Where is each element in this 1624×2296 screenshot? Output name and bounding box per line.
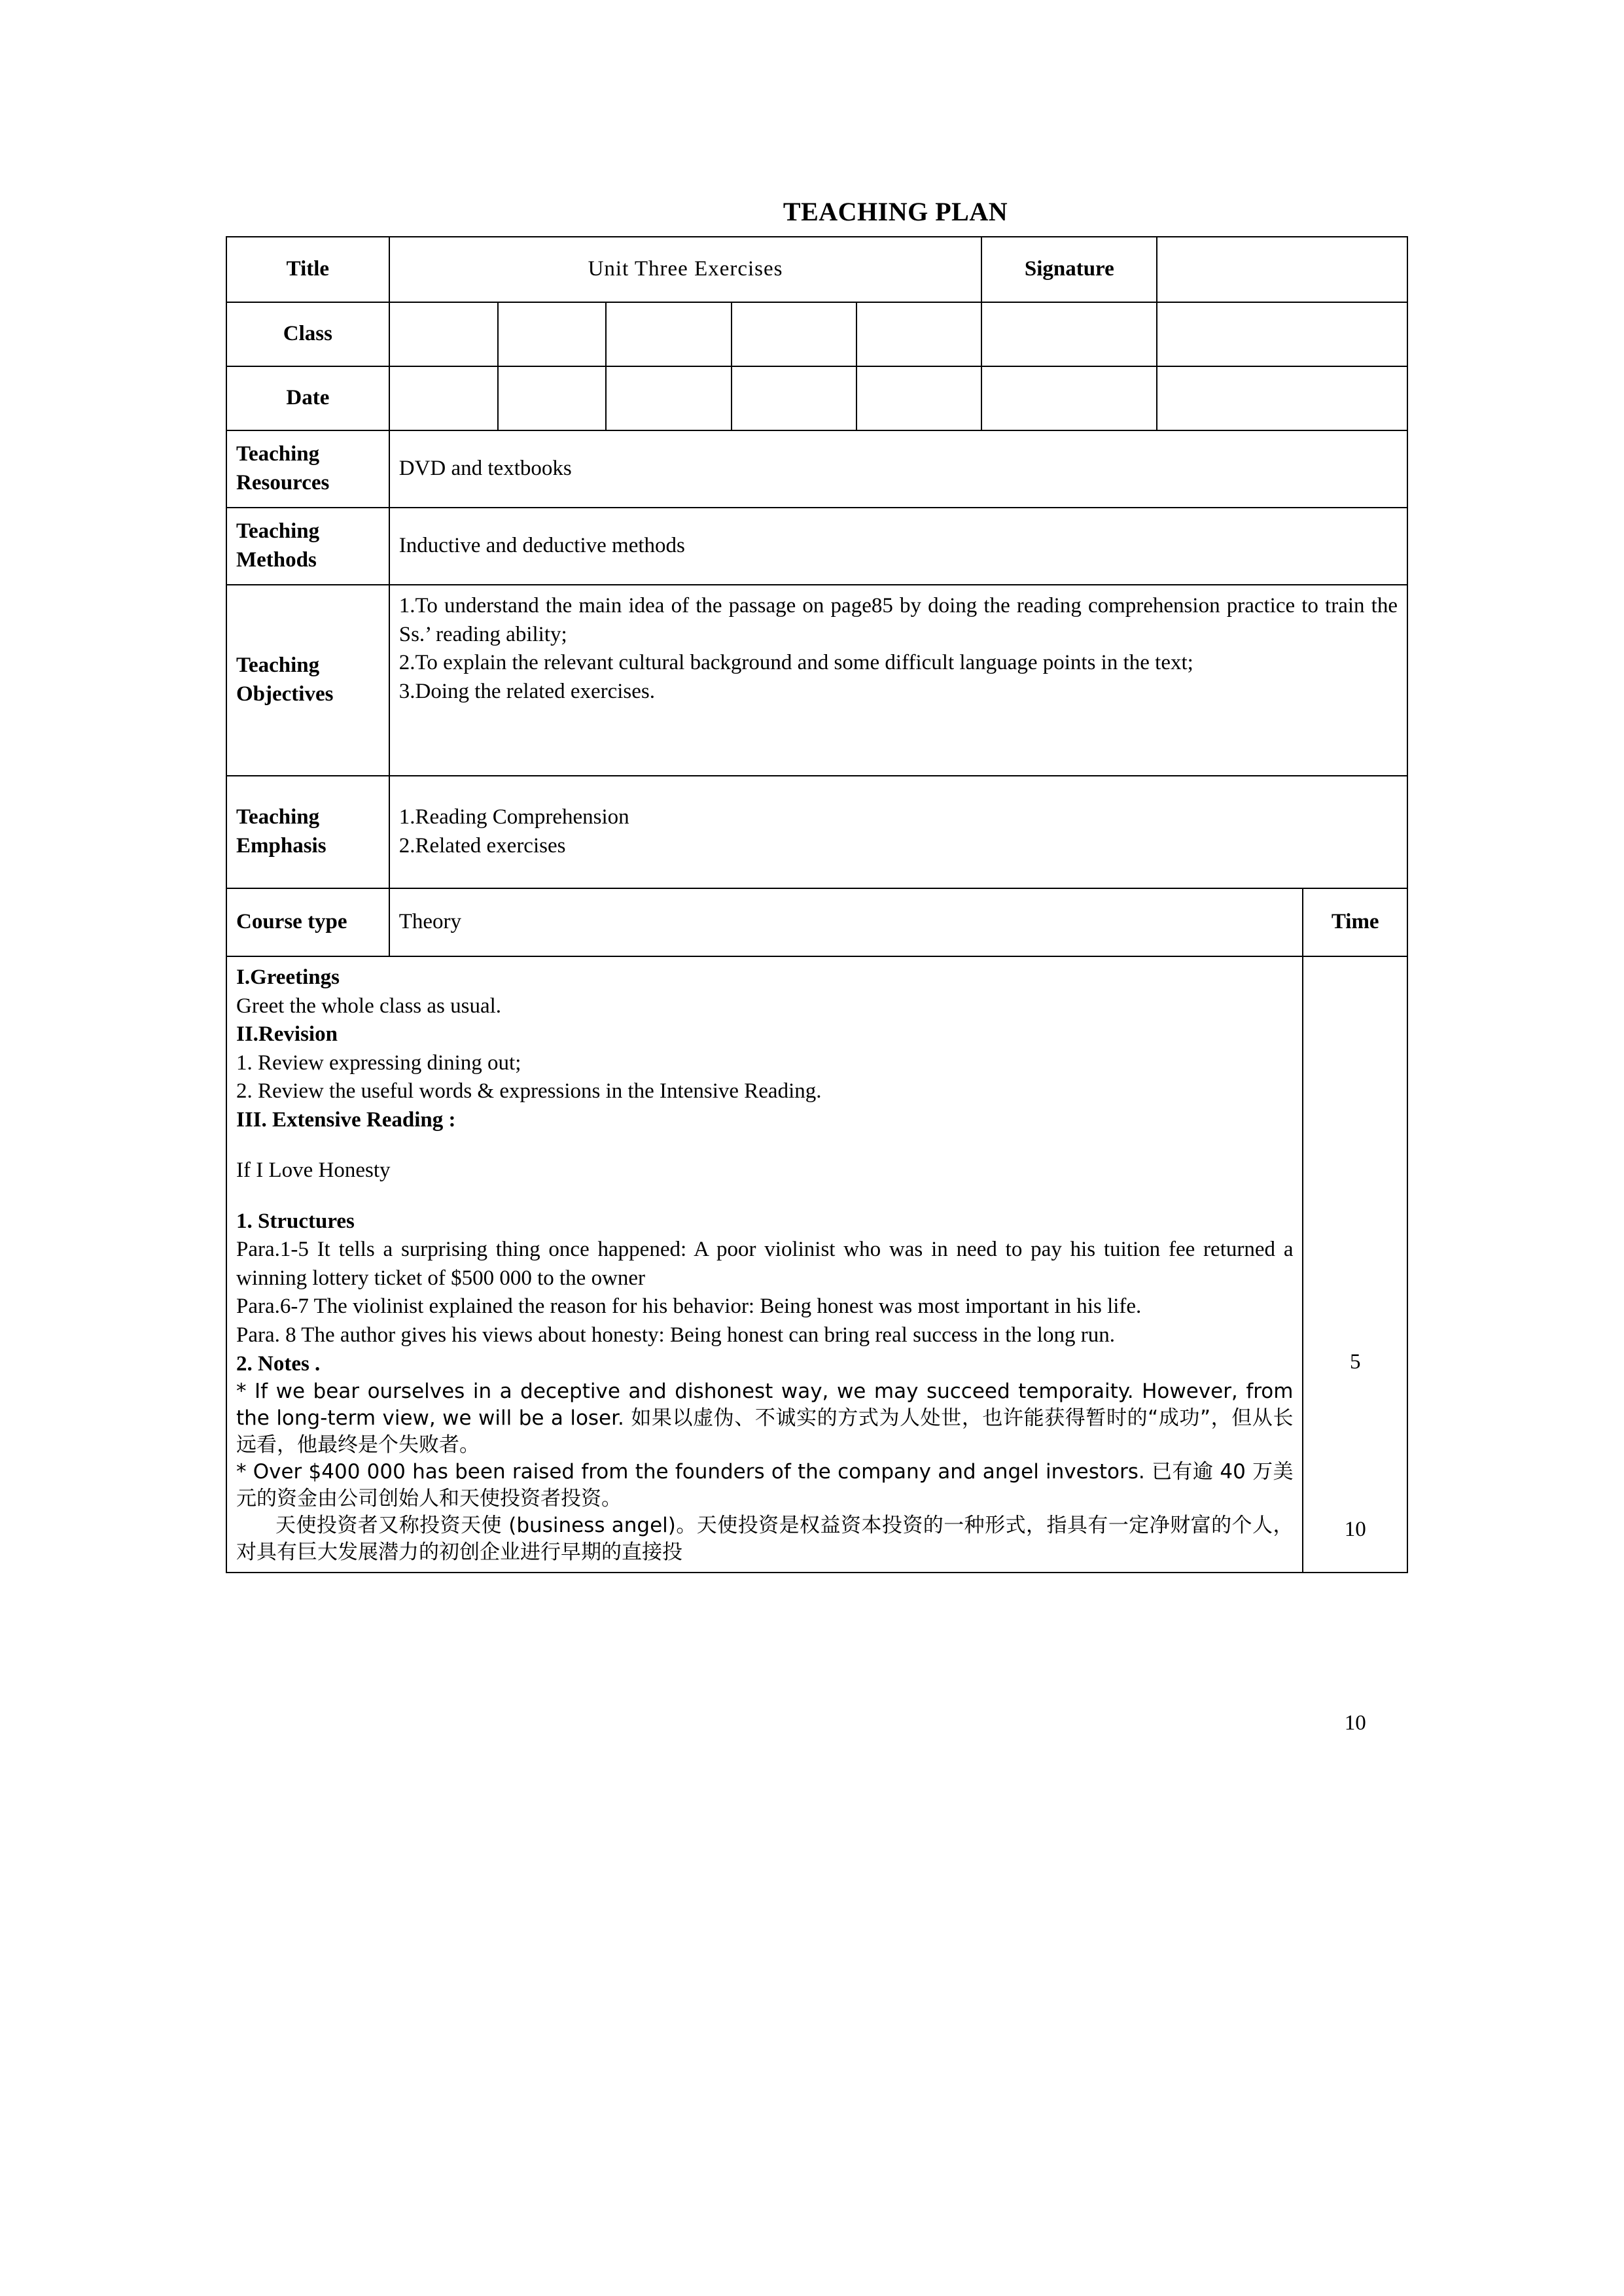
date-cell-1	[389, 366, 498, 430]
date-cell-5	[856, 366, 981, 430]
revision-item: 2. Review the useful words & expressions in the Intensive Reading.	[236, 1079, 822, 1104]
notes-item: * Over $400 000 has been raised from the founders of the company and angel investors. 已有逾 40 万美元的资金由公司创始人和天使投资者投资。	[236, 1459, 1294, 1510]
signature-label: Signature	[981, 237, 1157, 302]
date-cell-3	[606, 366, 731, 430]
date-cell-2	[498, 366, 607, 430]
notes-heading: 2. Notes .	[236, 1351, 321, 1376]
objective-item: 1.To understand the main idea of the passage on page85 by doing the reading comprehension practice to train the Ss.’ reading ability;	[398, 594, 1398, 646]
objective-item: 3.Doing the related exercises.	[398, 679, 655, 703]
table-row-date	[226, 366, 1407, 430]
teaching-methods-value: Inductive and deductive methods	[389, 508, 1407, 585]
table-row-title	[226, 237, 1407, 302]
class-cell-5	[856, 302, 981, 366]
teaching-emphasis-label: Teaching Emphasis	[226, 776, 389, 888]
signature-value	[1157, 237, 1407, 302]
date-label: Date	[226, 366, 389, 430]
spacer	[236, 1134, 1293, 1157]
structures-item: Para. 8 The author gives his views about honesty: Being honest can bring real success in the long run.	[236, 1323, 1115, 1348]
structures-item: Para.6-7 The violinist explained the reason for his behavior: Being honest was most important in his life.	[236, 1295, 1142, 1319]
time-value: 5	[1349, 1350, 1361, 1374]
notes-item: * If we bear ourselves in a deceptive and dishonest way, we may succeed temporaity. However, from the long-term view, we will be a loser. 如果以虚伪、不诚实的方式为人处世，也许能获得暂时的“成功”，但从长远看，他最终是个失败者。	[236, 1380, 1294, 1457]
class-cell-4	[732, 302, 856, 366]
course-type-label: Course type	[226, 888, 389, 956]
class-cell-6	[981, 302, 1157, 366]
teaching-plan-table	[226, 236, 1408, 1735]
table-row-emphasis	[226, 776, 1407, 888]
teaching-objectives-value	[389, 585, 1407, 776]
time-label: Time	[1303, 888, 1407, 956]
table-row-methods	[226, 508, 1407, 585]
title-value: Unit Three Exercises	[389, 237, 982, 302]
course-type-value: Theory	[389, 888, 1303, 956]
time-value: 10	[1344, 1518, 1366, 1542]
class-label: Class	[226, 302, 389, 366]
teaching-resources-label: Teaching Resources	[226, 430, 389, 508]
objective-item: 2.To explain the relevant cultural background and some difficult language points in the text;	[398, 651, 1193, 675]
date-cell-6	[981, 366, 1157, 430]
class-cell-1	[389, 302, 498, 366]
teaching-methods-label: Teaching Methods	[226, 508, 389, 585]
structures-item: Para.1-5 It tells a surprising thing once happened: A poor violinist who was in need to pay his tuition fee returned a winning lottery ticket of $500 000 to the owner	[236, 1238, 1294, 1290]
notes-item: 天使投资者又称投资天使 (business angel)。天使投资是权益资本投资的一种形式，指具有一定净财富的个人，对具有巨大发展潜力的初创企业进行早期的直接投	[236, 1513, 1294, 1564]
date-cell-7	[1157, 366, 1407, 430]
date-cell-4	[732, 366, 856, 430]
spacer	[236, 1185, 1293, 1208]
table-row-lesson-body	[226, 956, 1407, 1573]
greetings-heading: I.Greetings	[236, 965, 340, 989]
emphasis-item: 1.Reading Comprehension	[398, 805, 629, 829]
lesson-body	[226, 956, 1303, 1573]
time-column	[1303, 956, 1407, 1735]
class-cell-2	[498, 302, 607, 366]
emphasis-item: 2.Related exercises	[398, 834, 566, 858]
class-cell-7	[1157, 302, 1407, 366]
teaching-objectives-label: Teaching Objectives	[226, 585, 389, 776]
reading-title: If I Love Honesty	[236, 1158, 391, 1183]
page-title: TEACHING PLAN	[783, 197, 1008, 226]
structures-heading: 1. Structures	[236, 1209, 355, 1233]
greetings-text: Greet the whole class as usual.	[236, 994, 502, 1018]
time-value: 10	[1344, 1711, 1366, 1735]
table-row-resources	[226, 430, 1407, 508]
table-row-class	[226, 302, 1407, 366]
table-row-objectives	[226, 585, 1407, 776]
revision-item: 1. Review expressing dining out;	[236, 1051, 521, 1075]
class-cell-3	[606, 302, 731, 366]
teaching-resources-value: DVD and textbooks	[389, 430, 1407, 508]
revision-heading: II.Revision	[236, 1022, 338, 1047]
teaching-emphasis-value	[389, 776, 1407, 888]
table-row-course-type	[226, 888, 1407, 956]
title-label: Title	[226, 237, 389, 302]
extensive-reading-heading: III. Extensive Reading :	[236, 1107, 456, 1132]
